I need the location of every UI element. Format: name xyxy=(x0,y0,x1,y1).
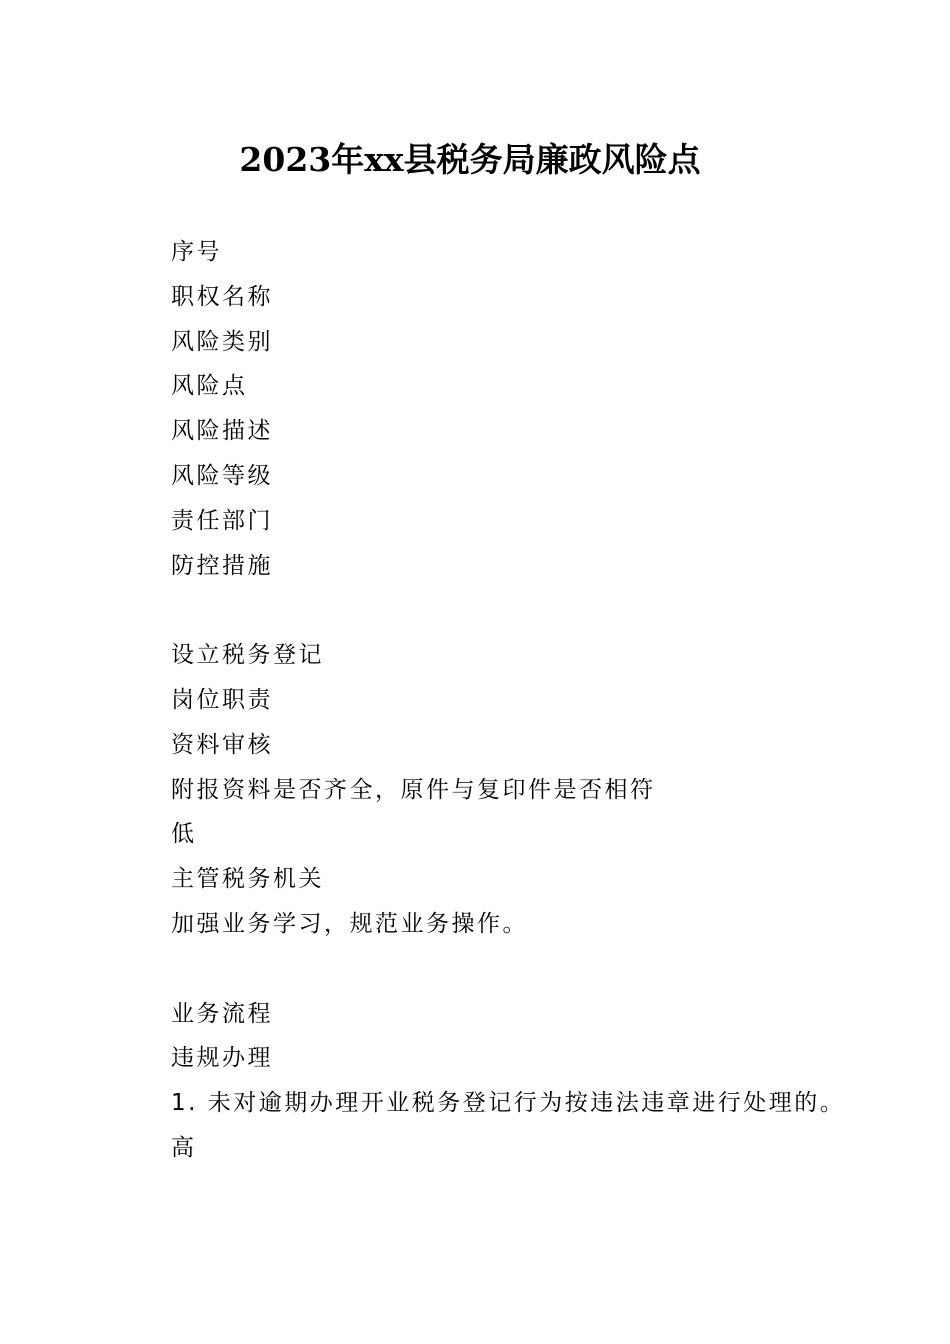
header-line: 序号 xyxy=(171,239,222,265)
entry-line: 低 xyxy=(171,821,197,848)
entry-line: 设立税务登记 xyxy=(171,642,324,669)
entry-block-2 xyxy=(171,992,871,1171)
entry-line: 违规办理 xyxy=(171,1045,273,1072)
entry-line: 高 xyxy=(171,1134,197,1161)
entry-line: 附报资料是否齐全，原件与复印件是否相符 xyxy=(171,776,656,803)
header-line: 风险等级 xyxy=(171,462,273,489)
entry-line: 岗位职责 xyxy=(171,686,273,713)
header-line: 职权名称 xyxy=(171,283,273,310)
entry-line: 资料审核 xyxy=(171,731,273,758)
header-line: 风险类别 xyxy=(171,328,273,355)
header-line: 责任部门 xyxy=(171,507,273,534)
header-block xyxy=(171,230,871,588)
document-title: 2023年xx县税务局廉政风险点 xyxy=(239,140,701,179)
entry-line: 业务流程 xyxy=(171,1000,273,1027)
entry-line: 主管税务机关 xyxy=(171,866,324,893)
header-line: 风险点 xyxy=(171,373,248,400)
entry-line: 加强业务学习，规范业务操作。 xyxy=(171,910,528,937)
header-line: 风险描述 xyxy=(171,418,273,445)
document-body xyxy=(171,230,871,1171)
entry-line: 1. 未对逾期办理开业税务登记行为按违法违章进行处理的。 xyxy=(171,1090,846,1117)
header-line: 防控措施 xyxy=(171,552,273,579)
entry-block-1 xyxy=(171,633,871,947)
